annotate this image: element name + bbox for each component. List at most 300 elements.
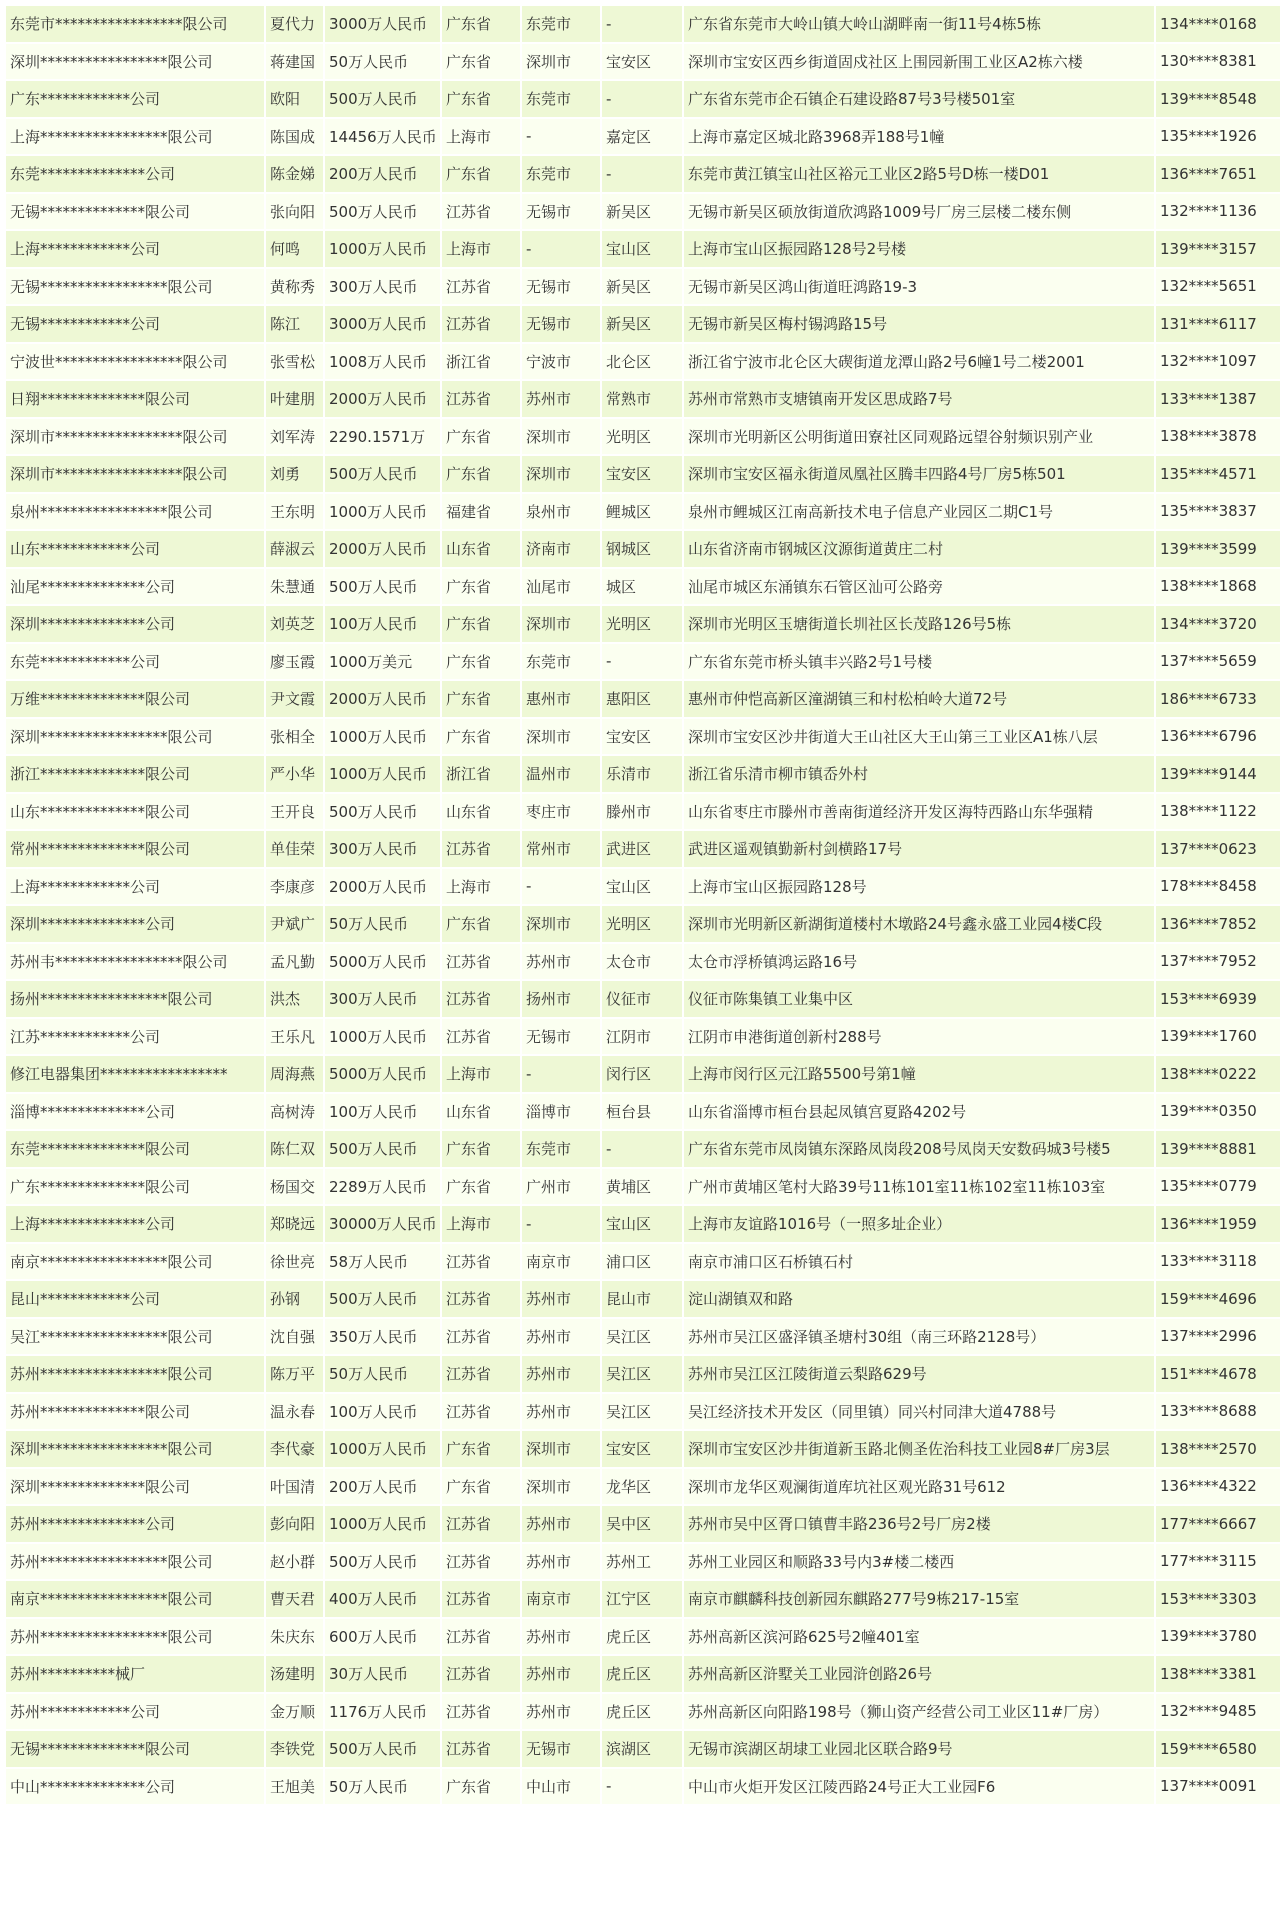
province-cell: 浙江省 [442, 344, 520, 380]
legal-person-cell: 张向阳 [266, 194, 323, 230]
registered-capital-cell: 500万人民币 [325, 1731, 440, 1767]
phone-cell: 134****3720 [1156, 606, 1280, 642]
registered-capital-cell: 300万人民币 [325, 831, 440, 867]
registered-capital-cell: 200万人民币 [325, 156, 440, 192]
legal-person-cell: 温永春 [266, 1394, 323, 1430]
table-row [6, 1094, 1280, 1130]
legal-person-cell: 王旭美 [266, 1769, 323, 1805]
legal-person-cell: 王开良 [266, 794, 323, 830]
city-cell: 常州市 [522, 831, 600, 867]
table-row [6, 456, 1280, 492]
district-cell: 宝安区 [602, 719, 682, 755]
phone-cell: 137****5659 [1156, 644, 1280, 680]
company-name-cell: 东莞**************限公司 [6, 1131, 264, 1167]
province-cell: 江苏省 [442, 269, 520, 305]
legal-person-cell: 洪杰 [266, 981, 323, 1017]
province-cell: 福建省 [442, 494, 520, 530]
district-cell: 虎丘区 [602, 1694, 682, 1730]
city-cell: 广州市 [522, 1169, 600, 1205]
phone-cell: 138****2570 [1156, 1431, 1280, 1467]
address-cell: 深圳市光明区玉塘街道长圳社区长茂路126号5栋 [684, 606, 1154, 642]
address-cell: 苏州高新区浒墅关工业园浒创路26号 [684, 1656, 1154, 1692]
province-cell: 广东省 [442, 44, 520, 80]
address-cell: 深圳市宝安区西乡街道固戍社区上围园新围工业区A2栋六楼 [684, 44, 1154, 80]
district-cell: 光明区 [602, 419, 682, 455]
company-name-cell: 南京*****************限公司 [6, 1581, 264, 1617]
company-name-cell: 深圳*****************限公司 [6, 719, 264, 755]
registered-capital-cell: 2289万人民币 [325, 1169, 440, 1205]
company-name-cell: 苏州**************公司 [6, 1506, 264, 1542]
address-cell: 深圳市宝安区福永街道凤凰社区腾丰四路4号厂房5栋501 [684, 456, 1154, 492]
registered-capital-cell: 500万人民币 [325, 794, 440, 830]
province-cell: 江苏省 [442, 1731, 520, 1767]
table-row [6, 981, 1280, 1017]
district-cell: 北仑区 [602, 344, 682, 380]
registered-capital-cell: 14456万人民币 [325, 119, 440, 155]
city-cell: 惠州市 [522, 681, 600, 717]
address-cell: 泉州市鲤城区江南高新技术电子信息产业园区二期C1号 [684, 494, 1154, 530]
phone-cell: 139****0350 [1156, 1094, 1280, 1130]
table-row [6, 794, 1280, 830]
company-name-cell: 泉州*****************限公司 [6, 494, 264, 530]
table-row [6, 1281, 1280, 1317]
table-row [6, 1244, 1280, 1280]
phone-cell: 139****8548 [1156, 81, 1280, 117]
address-cell: 江阴市申港街道创新村288号 [684, 1019, 1154, 1055]
address-cell: 上海市宝山区振园路128号 [684, 869, 1154, 905]
address-cell: 广东省东莞市企石镇企石建设路87号3号楼501室 [684, 81, 1154, 117]
registered-capital-cell: 1000万美元 [325, 644, 440, 680]
registered-capital-cell: 1000万人民币 [325, 1019, 440, 1055]
table-row [6, 306, 1280, 342]
registered-capital-cell: 1000万人民币 [325, 719, 440, 755]
legal-person-cell: 李铁党 [266, 1731, 323, 1767]
district-cell: 惠阳区 [602, 681, 682, 717]
city-cell: 无锡市 [522, 306, 600, 342]
address-cell: 苏州市常熟市支塘镇南开发区思成路7号 [684, 381, 1154, 417]
registered-capital-cell: 30000万人民币 [325, 1206, 440, 1242]
registered-capital-cell: 100万人民币 [325, 606, 440, 642]
phone-cell: 151****4678 [1156, 1356, 1280, 1392]
phone-cell: 138****3381 [1156, 1656, 1280, 1692]
province-cell: 山东省 [442, 531, 520, 567]
city-cell: 苏州市 [522, 1319, 600, 1355]
district-cell: 浦口区 [602, 1244, 682, 1280]
phone-cell: 136****7852 [1156, 906, 1280, 942]
city-cell: 深圳市 [522, 1431, 600, 1467]
district-cell: 城区 [602, 569, 682, 605]
company-name-cell: 日翔**************限公司 [6, 381, 264, 417]
table-row [6, 1506, 1280, 1542]
company-name-cell: 万维**************限公司 [6, 681, 264, 717]
address-cell: 苏州市吴江区盛泽镇圣塘村30组（南三环路2128号） [684, 1319, 1154, 1355]
city-cell: 苏州市 [522, 1394, 600, 1430]
company-name-cell: 上海************公司 [6, 869, 264, 905]
province-cell: 江苏省 [442, 1019, 520, 1055]
company-name-cell: 上海**************公司 [6, 1206, 264, 1242]
legal-person-cell: 严小华 [266, 756, 323, 792]
address-cell: 无锡市新吴区梅村锡鸿路15号 [684, 306, 1154, 342]
province-cell: 广东省 [442, 644, 520, 680]
registered-capital-cell: 50万人民币 [325, 44, 440, 80]
registered-capital-cell: 2290.1571万 [325, 419, 440, 455]
phone-cell: 153****3303 [1156, 1581, 1280, 1617]
address-cell: 南京市麒麟科技创新园东麒路277号9栋217-15室 [684, 1581, 1154, 1617]
table-row [6, 81, 1280, 117]
city-cell: 东莞市 [522, 6, 600, 42]
district-cell: 龙华区 [602, 1469, 682, 1505]
district-cell: 钢城区 [602, 531, 682, 567]
registered-capital-cell: 5000万人民币 [325, 944, 440, 980]
address-cell: 广东省东莞市大岭山镇大岭山湖畔南一街11号4栋5栋 [684, 6, 1154, 42]
district-cell: 新吴区 [602, 269, 682, 305]
district-cell: 常熟市 [602, 381, 682, 417]
registered-capital-cell: 3000万人民币 [325, 306, 440, 342]
district-cell: - [602, 1769, 682, 1805]
city-cell: - [522, 119, 600, 155]
registered-capital-cell: 100万人民币 [325, 1094, 440, 1130]
city-cell: 苏州市 [522, 1694, 600, 1730]
legal-person-cell: 陈仁双 [266, 1131, 323, 1167]
phone-cell: 139****9144 [1156, 756, 1280, 792]
registered-capital-cell: 300万人民币 [325, 981, 440, 1017]
province-cell: 江苏省 [442, 944, 520, 980]
city-cell: 苏州市 [522, 944, 600, 980]
address-cell: 南京市浦口区石桥镇石村 [684, 1244, 1154, 1280]
registered-capital-cell: 500万人民币 [325, 456, 440, 492]
company-name-cell: 苏州*****************限公司 [6, 1619, 264, 1655]
city-cell: 无锡市 [522, 194, 600, 230]
province-cell: 上海市 [442, 1056, 520, 1092]
city-cell: 苏州市 [522, 1656, 600, 1692]
city-cell: 枣庄市 [522, 794, 600, 830]
company-name-cell: 无锡**************限公司 [6, 1731, 264, 1767]
address-cell: 深圳市光明新区公明街道田寮社区同观路远望谷射频识别产业 [684, 419, 1154, 455]
address-cell: 深圳市龙华区观澜街道库坑社区观光路31号612 [684, 1469, 1154, 1505]
legal-person-cell: 徐世亮 [266, 1244, 323, 1280]
legal-person-cell: 朱慧通 [266, 569, 323, 605]
phone-cell: 135****4571 [1156, 456, 1280, 492]
registered-capital-cell: 1176万人民币 [325, 1694, 440, 1730]
district-cell: 虎丘区 [602, 1619, 682, 1655]
district-cell: 嘉定区 [602, 119, 682, 155]
registered-capital-cell: 300万人民币 [325, 269, 440, 305]
legal-person-cell: 薛淑云 [266, 531, 323, 567]
city-cell: - [522, 1056, 600, 1092]
district-cell: 宝安区 [602, 1431, 682, 1467]
district-cell: 太仓市 [602, 944, 682, 980]
city-cell: 苏州市 [522, 1281, 600, 1317]
province-cell: 江苏省 [442, 831, 520, 867]
table-row [6, 6, 1280, 42]
company-name-cell: 无锡************公司 [6, 306, 264, 342]
table-row [6, 1319, 1280, 1355]
legal-person-cell: 刘英芝 [266, 606, 323, 642]
table-row [6, 494, 1280, 530]
table-row [6, 756, 1280, 792]
city-cell: 东莞市 [522, 81, 600, 117]
district-cell: 光明区 [602, 606, 682, 642]
legal-person-cell: 蒋建国 [266, 44, 323, 80]
address-cell: 苏州高新区滨河路625号2幢401室 [684, 1619, 1154, 1655]
district-cell: 新吴区 [602, 306, 682, 342]
city-cell: - [522, 231, 600, 267]
company-name-cell: 苏州************公司 [6, 1694, 264, 1730]
city-cell: 中山市 [522, 1769, 600, 1805]
table-row [6, 1544, 1280, 1580]
registered-capital-cell: 2000万人民币 [325, 681, 440, 717]
city-cell: 无锡市 [522, 269, 600, 305]
address-cell: 广东省东莞市凤岗镇东深路凤岗段208号凤岗天安数码城3号楼5 [684, 1131, 1154, 1167]
city-cell: 深圳市 [522, 1469, 600, 1505]
district-cell: 武进区 [602, 831, 682, 867]
phone-cell: 132****5651 [1156, 269, 1280, 305]
table-row [6, 1769, 1280, 1805]
legal-person-cell: 黄称秀 [266, 269, 323, 305]
phone-cell: 135****1926 [1156, 119, 1280, 155]
province-cell: 上海市 [442, 869, 520, 905]
phone-cell: 132****1097 [1156, 344, 1280, 380]
registered-capital-cell: 1000万人民币 [325, 756, 440, 792]
table-row [6, 1056, 1280, 1092]
company-name-cell: 常州**************限公司 [6, 831, 264, 867]
province-cell: 广东省 [442, 569, 520, 605]
company-name-cell: 上海************公司 [6, 231, 264, 267]
table-row [6, 569, 1280, 605]
company-name-cell: 宁波世*****************限公司 [6, 344, 264, 380]
table-row [6, 1169, 1280, 1205]
district-cell: 宝山区 [602, 231, 682, 267]
table-row [6, 269, 1280, 305]
district-cell: - [602, 644, 682, 680]
registered-capital-cell: 3000万人民币 [325, 6, 440, 42]
address-cell: 上海市嘉定区城北路3968弄188号1幢 [684, 119, 1154, 155]
legal-person-cell: 欧阳 [266, 81, 323, 117]
district-cell: 新吴区 [602, 194, 682, 230]
registered-capital-cell: 1008万人民币 [325, 344, 440, 380]
city-cell: 温州市 [522, 756, 600, 792]
phone-cell: 136****4322 [1156, 1469, 1280, 1505]
address-cell: 浙江省乐清市柳市镇岙外村 [684, 756, 1154, 792]
address-cell: 上海市宝山区振园路128号2号楼 [684, 231, 1154, 267]
province-cell: 江苏省 [442, 306, 520, 342]
district-cell: 苏州工 [602, 1544, 682, 1580]
city-cell: 苏州市 [522, 1619, 600, 1655]
table-row [6, 1431, 1280, 1467]
province-cell: 广东省 [442, 1769, 520, 1805]
province-cell: 江苏省 [442, 1281, 520, 1317]
company-name-cell: 无锡*****************限公司 [6, 269, 264, 305]
table-row [6, 1619, 1280, 1655]
address-cell: 苏州市吴中区胥口镇曹丰路236号2号厂房2楼 [684, 1506, 1154, 1542]
address-cell: 山东省济南市钢城区汶源街道黄庄二村 [684, 531, 1154, 567]
company-name-cell: 深圳*****************限公司 [6, 44, 264, 80]
address-cell: 山东省枣庄市滕州市善南街道经济开发区海特西路山东华强精 [684, 794, 1154, 830]
phone-cell: 132****9485 [1156, 1694, 1280, 1730]
company-name-cell: 深圳市*****************限公司 [6, 456, 264, 492]
province-cell: 广东省 [442, 681, 520, 717]
address-cell: 苏州工业园区和顺路33号内3#楼二楼西 [684, 1544, 1154, 1580]
registered-capital-cell: 30万人民币 [325, 1656, 440, 1692]
address-cell: 淀山湖镇双和路 [684, 1281, 1154, 1317]
province-cell: 上海市 [442, 119, 520, 155]
province-cell: 广东省 [442, 456, 520, 492]
legal-person-cell: 汤建明 [266, 1656, 323, 1692]
table-row [6, 1019, 1280, 1055]
legal-person-cell: 孟凡勤 [266, 944, 323, 980]
province-cell: 广东省 [442, 906, 520, 942]
company-name-cell: 深圳市*****************限公司 [6, 419, 264, 455]
company-name-cell: 广东**************限公司 [6, 1169, 264, 1205]
table-row [6, 119, 1280, 155]
city-cell: 苏州市 [522, 1544, 600, 1580]
phone-cell: 136****6796 [1156, 719, 1280, 755]
phone-cell: 137****0623 [1156, 831, 1280, 867]
registered-capital-cell: 50万人民币 [325, 1769, 440, 1805]
phone-cell: 138****3878 [1156, 419, 1280, 455]
registered-capital-cell: 500万人民币 [325, 1544, 440, 1580]
province-cell: 江苏省 [442, 1506, 520, 1542]
legal-person-cell: 单佳荣 [266, 831, 323, 867]
legal-person-cell: 陈江 [266, 306, 323, 342]
company-name-cell: 深圳**************公司 [6, 606, 264, 642]
legal-person-cell: 周海燕 [266, 1056, 323, 1092]
phone-cell: 130****8381 [1156, 44, 1280, 80]
city-cell: 无锡市 [522, 1731, 600, 1767]
table-row [6, 681, 1280, 717]
address-cell: 深圳市宝安区沙井街道大王山社区大王山第三工业区A1栋八层 [684, 719, 1154, 755]
city-cell: 泉州市 [522, 494, 600, 530]
company-name-cell: 广东************公司 [6, 81, 264, 117]
address-cell: 上海市友谊路1016号（一照多址企业） [684, 1206, 1154, 1242]
province-cell: 山东省 [442, 1094, 520, 1130]
table-row [6, 831, 1280, 867]
legal-person-cell: 刘勇 [266, 456, 323, 492]
company-name-cell: 深圳*****************限公司 [6, 1431, 264, 1467]
district-cell: 仪征市 [602, 981, 682, 1017]
legal-person-cell: 曹天君 [266, 1581, 323, 1617]
address-cell: 广州市黄埔区笔村大路39号11栋101室11栋102室11栋103室 [684, 1169, 1154, 1205]
table-row [6, 231, 1280, 267]
registered-capital-cell: 2000万人民币 [325, 381, 440, 417]
registered-capital-cell: 2000万人民币 [325, 869, 440, 905]
address-cell: 吴江经济技术开发区（同里镇）同兴村同津大道4788号 [684, 1394, 1154, 1430]
legal-person-cell: 金万顺 [266, 1694, 323, 1730]
company-name-cell: 江苏************公司 [6, 1019, 264, 1055]
company-name-cell: 淄博**************公司 [6, 1094, 264, 1130]
district-cell: 黄埔区 [602, 1169, 682, 1205]
city-cell: 汕尾市 [522, 569, 600, 605]
registered-capital-cell: 500万人民币 [325, 1131, 440, 1167]
city-cell: 苏州市 [522, 1356, 600, 1392]
province-cell: 江苏省 [442, 1581, 520, 1617]
table-row [6, 944, 1280, 980]
province-cell: 上海市 [442, 231, 520, 267]
address-cell: 无锡市滨湖区胡埭工业园北区联合路9号 [684, 1731, 1154, 1767]
company-name-cell: 上海*****************限公司 [6, 119, 264, 155]
district-cell: - [602, 156, 682, 192]
city-cell: 深圳市 [522, 606, 600, 642]
legal-person-cell: 陈国成 [266, 119, 323, 155]
phone-cell: 178****8458 [1156, 869, 1280, 905]
district-cell: 光明区 [602, 906, 682, 942]
phone-cell: 137****2996 [1156, 1319, 1280, 1355]
phone-cell: 136****1959 [1156, 1206, 1280, 1242]
city-cell: 苏州市 [522, 381, 600, 417]
district-cell: 昆山市 [602, 1281, 682, 1317]
province-cell: 江苏省 [442, 1544, 520, 1580]
table-row [6, 606, 1280, 642]
company-name-cell: 中山**************公司 [6, 1769, 264, 1805]
phone-cell: 139****3157 [1156, 231, 1280, 267]
legal-person-cell: 叶国清 [266, 1469, 323, 1505]
province-cell: 江苏省 [442, 1656, 520, 1692]
city-cell: 东莞市 [522, 1131, 600, 1167]
legal-person-cell: 陈金娣 [266, 156, 323, 192]
city-cell: 苏州市 [522, 1506, 600, 1542]
phone-cell: 139****1760 [1156, 1019, 1280, 1055]
district-cell: 宝安区 [602, 44, 682, 80]
city-cell: 淄博市 [522, 1094, 600, 1130]
phone-cell: 133****3118 [1156, 1244, 1280, 1280]
phone-cell: 139****8881 [1156, 1131, 1280, 1167]
registered-capital-cell: 100万人民币 [325, 1394, 440, 1430]
company-name-cell: 苏州*****************限公司 [6, 1544, 264, 1580]
province-cell: 广东省 [442, 81, 520, 117]
company-name-cell: 吴江*****************限公司 [6, 1319, 264, 1355]
legal-person-cell: 李康彦 [266, 869, 323, 905]
district-cell: 宝山区 [602, 869, 682, 905]
address-cell: 广东省东莞市桥头镇丰兴路2号1号楼 [684, 644, 1154, 680]
district-cell: 桓台县 [602, 1094, 682, 1130]
phone-cell: 133****8688 [1156, 1394, 1280, 1430]
table-row [6, 1394, 1280, 1430]
legal-person-cell: 高树涛 [266, 1094, 323, 1130]
company-name-cell: 东莞**************公司 [6, 156, 264, 192]
city-cell: 东莞市 [522, 156, 600, 192]
company-name-cell: 苏州**********械厂 [6, 1656, 264, 1692]
registered-capital-cell: 50万人民币 [325, 1356, 440, 1392]
city-cell: 深圳市 [522, 456, 600, 492]
province-cell: 广东省 [442, 156, 520, 192]
phone-cell: 132****1136 [1156, 194, 1280, 230]
table-row [6, 344, 1280, 380]
registered-capital-cell: 350万人民币 [325, 1319, 440, 1355]
table-row [6, 1581, 1280, 1617]
legal-person-cell: 何鸣 [266, 231, 323, 267]
province-cell: 上海市 [442, 1206, 520, 1242]
address-cell: 汕尾市城区东涌镇东石管区汕可公路旁 [684, 569, 1154, 605]
table-row [6, 1131, 1280, 1167]
phone-cell: 177****6667 [1156, 1506, 1280, 1542]
phone-cell: 131****6117 [1156, 306, 1280, 342]
table-row [6, 1694, 1280, 1730]
district-cell: 乐清市 [602, 756, 682, 792]
legal-person-cell: 张相全 [266, 719, 323, 755]
legal-person-cell: 孙钢 [266, 1281, 323, 1317]
legal-person-cell: 王乐凡 [266, 1019, 323, 1055]
table-row [6, 1469, 1280, 1505]
address-cell: 苏州高新区向阳路198号（狮山资产经营公司工业区11#厂房） [684, 1694, 1154, 1730]
phone-cell: 138****1868 [1156, 569, 1280, 605]
district-cell: 吴江区 [602, 1356, 682, 1392]
company-name-cell: 山东************公司 [6, 531, 264, 567]
phone-cell: 134****0168 [1156, 6, 1280, 42]
address-cell: 太仓市浮桥镇鸿运路16号 [684, 944, 1154, 980]
registered-capital-cell: 500万人民币 [325, 81, 440, 117]
district-cell: 吴江区 [602, 1319, 682, 1355]
district-cell: 吴中区 [602, 1506, 682, 1542]
